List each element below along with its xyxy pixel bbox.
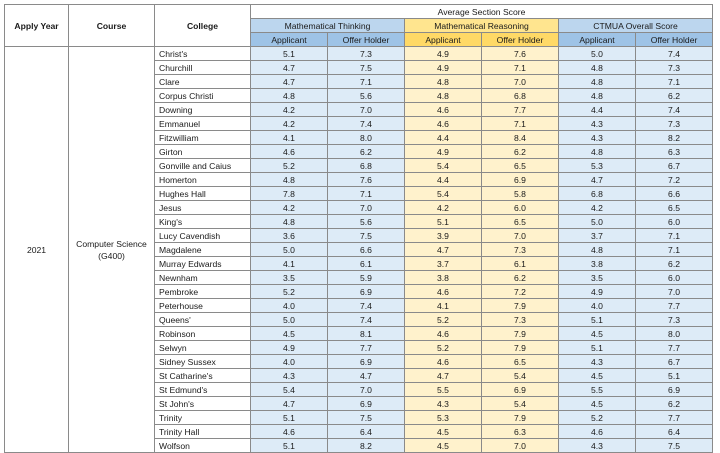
score-ctmua-offer-holder: 6.7 bbox=[636, 355, 713, 369]
score-ctmua-offer-holder: 7.2 bbox=[636, 173, 713, 187]
score-mt-offer-holder: 4.7 bbox=[328, 369, 405, 383]
score-mr-applicant: 4.9 bbox=[405, 145, 482, 159]
college-name: St Catharine's bbox=[155, 369, 251, 383]
score-ctmua-offer-holder: 6.3 bbox=[636, 145, 713, 159]
score-mt-offer-holder: 5.9 bbox=[328, 271, 405, 285]
score-mt-applicant: 4.9 bbox=[251, 341, 328, 355]
score-ctmua-offer-holder: 5.1 bbox=[636, 369, 713, 383]
score-mt-offer-holder: 6.4 bbox=[328, 425, 405, 439]
college-name: Gonville and Caius bbox=[155, 159, 251, 173]
score-mr-offer-holder: 7.0 bbox=[482, 229, 559, 243]
table-body bbox=[5, 47, 713, 453]
score-mr-applicant: 4.4 bbox=[405, 173, 482, 187]
score-mt-applicant: 4.7 bbox=[251, 397, 328, 411]
score-ctmua-applicant: 5.1 bbox=[559, 341, 636, 355]
score-ctmua-applicant: 4.8 bbox=[559, 243, 636, 257]
subheader-offer-holder: Offer Holder bbox=[636, 33, 713, 47]
score-mt-applicant: 4.0 bbox=[251, 355, 328, 369]
score-mr-offer-holder: 7.0 bbox=[482, 75, 559, 89]
score-mt-applicant: 3.5 bbox=[251, 271, 328, 285]
average-section-score-header: Average Section Score bbox=[251, 5, 713, 19]
score-ctmua-offer-holder: 8.2 bbox=[636, 131, 713, 145]
college-name: Churchill bbox=[155, 61, 251, 75]
score-mt-applicant: 4.6 bbox=[251, 145, 328, 159]
score-ctmua-offer-holder: 7.4 bbox=[636, 47, 713, 61]
score-ctmua-applicant: 4.5 bbox=[559, 369, 636, 383]
score-mt-applicant: 3.6 bbox=[251, 229, 328, 243]
score-mt-offer-holder: 7.0 bbox=[328, 103, 405, 117]
score-ctmua-offer-holder: 6.0 bbox=[636, 271, 713, 285]
score-ctmua-applicant: 4.5 bbox=[559, 397, 636, 411]
college-name: Trinity Hall bbox=[155, 425, 251, 439]
score-mr-applicant: 4.1 bbox=[405, 299, 482, 313]
score-mt-offer-holder: 6.9 bbox=[328, 285, 405, 299]
score-ctmua-offer-holder: 6.2 bbox=[636, 397, 713, 411]
score-mt-applicant: 4.1 bbox=[251, 257, 328, 271]
score-ctmua-applicant: 5.0 bbox=[559, 47, 636, 61]
score-ctmua-offer-holder: 6.2 bbox=[636, 257, 713, 271]
college-name: Emmanuel bbox=[155, 117, 251, 131]
score-mr-offer-holder: 6.2 bbox=[482, 145, 559, 159]
score-mr-applicant: 4.3 bbox=[405, 397, 482, 411]
score-mr-applicant: 4.9 bbox=[405, 61, 482, 75]
score-ctmua-offer-holder: 7.1 bbox=[636, 75, 713, 89]
score-ctmua-applicant: 5.1 bbox=[559, 313, 636, 327]
score-ctmua-applicant: 3.8 bbox=[559, 257, 636, 271]
score-mr-offer-holder: 5.4 bbox=[482, 397, 559, 411]
score-mr-offer-holder: 7.7 bbox=[482, 103, 559, 117]
score-mt-applicant: 5.1 bbox=[251, 411, 328, 425]
score-mt-offer-holder: 6.1 bbox=[328, 257, 405, 271]
score-ctmua-applicant: 4.8 bbox=[559, 89, 636, 103]
score-ctmua-applicant: 3.5 bbox=[559, 271, 636, 285]
score-ctmua-applicant: 5.3 bbox=[559, 159, 636, 173]
score-mr-offer-holder: 7.9 bbox=[482, 341, 559, 355]
score-mr-offer-holder: 6.5 bbox=[482, 215, 559, 229]
college-name: St Edmund's bbox=[155, 383, 251, 397]
score-mt-applicant: 5.4 bbox=[251, 383, 328, 397]
score-mr-applicant: 3.8 bbox=[405, 271, 482, 285]
college-name: Pembroke bbox=[155, 285, 251, 299]
score-mr-offer-holder: 7.9 bbox=[482, 411, 559, 425]
score-ctmua-offer-holder: 7.7 bbox=[636, 341, 713, 355]
college-name: Christ's bbox=[155, 47, 251, 61]
score-mr-applicant: 4.4 bbox=[405, 131, 482, 145]
score-ctmua-offer-holder: 7.5 bbox=[636, 439, 713, 453]
college-name: King's bbox=[155, 215, 251, 229]
score-mr-offer-holder: 7.2 bbox=[482, 285, 559, 299]
score-ctmua-offer-holder: 7.3 bbox=[636, 61, 713, 75]
score-mt-applicant: 5.2 bbox=[251, 159, 328, 173]
score-ctmua-offer-holder: 7.7 bbox=[636, 411, 713, 425]
score-mr-applicant: 4.6 bbox=[405, 117, 482, 131]
score-mr-applicant: 5.2 bbox=[405, 313, 482, 327]
score-mt-applicant: 4.8 bbox=[251, 89, 328, 103]
score-mt-applicant: 5.0 bbox=[251, 243, 328, 257]
score-mt-applicant: 4.5 bbox=[251, 327, 328, 341]
score-ctmua-offer-holder: 6.9 bbox=[636, 383, 713, 397]
score-mr-applicant: 4.6 bbox=[405, 327, 482, 341]
college-name: Trinity bbox=[155, 411, 251, 425]
score-ctmua-offer-holder: 6.5 bbox=[636, 201, 713, 215]
section-header-ctmua-overall: CTMUA Overall Score bbox=[559, 19, 713, 33]
score-mt-offer-holder: 8.1 bbox=[328, 327, 405, 341]
subheader-offer-holder: Offer Holder bbox=[328, 33, 405, 47]
score-ctmua-offer-holder: 7.3 bbox=[636, 313, 713, 327]
score-mt-applicant: 4.3 bbox=[251, 369, 328, 383]
score-ctmua-applicant: 4.3 bbox=[559, 117, 636, 131]
score-mt-offer-holder: 7.4 bbox=[328, 313, 405, 327]
college-name: Murray Edwards bbox=[155, 257, 251, 271]
score-mr-applicant: 4.9 bbox=[405, 47, 482, 61]
score-mr-offer-holder: 7.1 bbox=[482, 61, 559, 75]
college-name: Jesus bbox=[155, 201, 251, 215]
score-mr-applicant: 5.4 bbox=[405, 187, 482, 201]
score-ctmua-offer-holder: 7.4 bbox=[636, 103, 713, 117]
score-mr-applicant: 4.8 bbox=[405, 89, 482, 103]
score-ctmua-offer-holder: 6.7 bbox=[636, 159, 713, 173]
score-mt-offer-holder: 8.0 bbox=[328, 131, 405, 145]
score-mt-offer-holder: 7.1 bbox=[328, 75, 405, 89]
score-mr-applicant: 4.2 bbox=[405, 201, 482, 215]
college-name: Peterhouse bbox=[155, 299, 251, 313]
score-ctmua-offer-holder: 6.0 bbox=[636, 215, 713, 229]
college-name: Magdalene bbox=[155, 243, 251, 257]
subheader-applicant: Applicant bbox=[405, 33, 482, 47]
score-mr-offer-holder: 7.9 bbox=[482, 327, 559, 341]
college-name: Selwyn bbox=[155, 341, 251, 355]
score-mr-applicant: 4.6 bbox=[405, 285, 482, 299]
section-header-mathematical-thinking: Mathematical Thinking bbox=[251, 19, 405, 33]
score-mr-offer-holder: 7.0 bbox=[482, 439, 559, 453]
score-mr-applicant: 4.6 bbox=[405, 355, 482, 369]
score-ctmua-applicant: 5.2 bbox=[559, 411, 636, 425]
table-row bbox=[5, 47, 713, 61]
college-name: Robinson bbox=[155, 327, 251, 341]
score-ctmua-applicant: 5.5 bbox=[559, 383, 636, 397]
score-mt-offer-holder: 7.7 bbox=[328, 341, 405, 355]
score-mt-applicant: 4.2 bbox=[251, 103, 328, 117]
college-name: St John's bbox=[155, 397, 251, 411]
score-mr-offer-holder: 7.3 bbox=[482, 243, 559, 257]
course-cell bbox=[69, 47, 155, 453]
score-mt-applicant: 4.0 bbox=[251, 299, 328, 313]
score-mr-applicant: 4.7 bbox=[405, 369, 482, 383]
score-mr-offer-holder: 6.3 bbox=[482, 425, 559, 439]
score-mr-offer-holder: 6.2 bbox=[482, 271, 559, 285]
section-header-mathematical-reasoning: Mathematical Reasoning bbox=[405, 19, 559, 33]
score-mr-offer-holder: 8.4 bbox=[482, 131, 559, 145]
college-name: Lucy Cavendish bbox=[155, 229, 251, 243]
college-name: Wolfson bbox=[155, 439, 251, 453]
score-ctmua-applicant: 4.5 bbox=[559, 327, 636, 341]
score-mt-offer-holder: 7.5 bbox=[328, 411, 405, 425]
score-mt-offer-holder: 7.4 bbox=[328, 117, 405, 131]
score-mt-offer-holder: 8.2 bbox=[328, 439, 405, 453]
score-mt-applicant: 5.0 bbox=[251, 313, 328, 327]
score-mt-offer-holder: 7.5 bbox=[328, 229, 405, 243]
score-mt-applicant: 4.6 bbox=[251, 425, 328, 439]
score-mt-offer-holder: 7.0 bbox=[328, 383, 405, 397]
score-ctmua-offer-holder: 7.1 bbox=[636, 243, 713, 257]
score-ctmua-applicant: 4.8 bbox=[559, 145, 636, 159]
subheader-applicant: Applicant bbox=[251, 33, 328, 47]
college-name: Homerton bbox=[155, 173, 251, 187]
score-mr-offer-holder: 6.0 bbox=[482, 201, 559, 215]
apply-year-header: Apply Year bbox=[5, 5, 69, 47]
score-mt-offer-holder: 6.9 bbox=[328, 355, 405, 369]
score-mt-offer-holder: 6.9 bbox=[328, 397, 405, 411]
score-mr-applicant: 4.6 bbox=[405, 103, 482, 117]
score-mt-applicant: 5.1 bbox=[251, 47, 328, 61]
score-mt-applicant: 4.8 bbox=[251, 215, 328, 229]
score-mt-offer-holder: 7.1 bbox=[328, 187, 405, 201]
subheader-applicant: Applicant bbox=[559, 33, 636, 47]
score-mr-offer-holder: 6.5 bbox=[482, 159, 559, 173]
score-ctmua-offer-holder: 7.1 bbox=[636, 229, 713, 243]
score-mr-offer-holder: 7.3 bbox=[482, 313, 559, 327]
score-ctmua-offer-holder: 7.0 bbox=[636, 285, 713, 299]
college-header: College bbox=[155, 5, 251, 47]
score-mr-offer-holder: 6.8 bbox=[482, 89, 559, 103]
score-ctmua-applicant: 6.8 bbox=[559, 187, 636, 201]
course-name: Computer Science bbox=[76, 238, 147, 249]
score-ctmua-offer-holder: 7.3 bbox=[636, 117, 713, 131]
score-mt-applicant: 4.2 bbox=[251, 201, 328, 215]
college-name: Corpus Christi bbox=[155, 89, 251, 103]
score-table bbox=[4, 4, 713, 453]
score-mt-applicant: 7.8 bbox=[251, 187, 328, 201]
score-mr-offer-holder: 5.8 bbox=[482, 187, 559, 201]
score-mr-applicant: 5.1 bbox=[405, 215, 482, 229]
score-mr-offer-holder: 5.4 bbox=[482, 369, 559, 383]
score-mt-offer-holder: 7.5 bbox=[328, 61, 405, 75]
score-ctmua-applicant: 4.4 bbox=[559, 103, 636, 117]
score-ctmua-offer-holder: 6.4 bbox=[636, 425, 713, 439]
score-mt-offer-holder: 7.3 bbox=[328, 47, 405, 61]
score-ctmua-applicant: 4.0 bbox=[559, 299, 636, 313]
score-ctmua-applicant: 4.9 bbox=[559, 285, 636, 299]
score-mr-applicant: 4.8 bbox=[405, 75, 482, 89]
apply-year-cell: 2021 bbox=[5, 47, 69, 453]
subheader-offer-holder: Offer Holder bbox=[482, 33, 559, 47]
score-mt-offer-holder: 7.0 bbox=[328, 201, 405, 215]
score-mr-applicant: 3.7 bbox=[405, 257, 482, 271]
score-ctmua-applicant: 4.6 bbox=[559, 425, 636, 439]
score-mr-applicant: 5.3 bbox=[405, 411, 482, 425]
score-mr-applicant: 4.5 bbox=[405, 439, 482, 453]
course-code: (G400) bbox=[98, 250, 125, 261]
score-mr-offer-holder: 7.9 bbox=[482, 299, 559, 313]
score-mr-offer-holder: 6.5 bbox=[482, 355, 559, 369]
college-name: Queens' bbox=[155, 313, 251, 327]
score-mr-offer-holder: 6.9 bbox=[482, 383, 559, 397]
score-ctmua-offer-holder: 6.6 bbox=[636, 187, 713, 201]
score-ctmua-offer-holder: 6.2 bbox=[636, 89, 713, 103]
score-mt-offer-holder: 7.6 bbox=[328, 173, 405, 187]
score-mt-applicant: 5.1 bbox=[251, 439, 328, 453]
score-ctmua-applicant: 3.7 bbox=[559, 229, 636, 243]
score-mt-offer-holder: 5.6 bbox=[328, 89, 405, 103]
score-mr-offer-holder: 7.6 bbox=[482, 47, 559, 61]
score-ctmua-applicant: 4.8 bbox=[559, 61, 636, 75]
score-mt-applicant: 4.2 bbox=[251, 117, 328, 131]
score-mr-applicant: 4.5 bbox=[405, 425, 482, 439]
score-ctmua-applicant: 5.0 bbox=[559, 215, 636, 229]
score-mr-applicant: 5.4 bbox=[405, 159, 482, 173]
score-mt-applicant: 4.7 bbox=[251, 75, 328, 89]
college-name: Hughes Hall bbox=[155, 187, 251, 201]
score-mt-offer-holder: 6.8 bbox=[328, 159, 405, 173]
score-ctmua-applicant: 4.7 bbox=[559, 173, 636, 187]
college-name: Girton bbox=[155, 145, 251, 159]
score-mr-offer-holder: 6.1 bbox=[482, 257, 559, 271]
college-name: Newnham bbox=[155, 271, 251, 285]
score-mr-offer-holder: 6.9 bbox=[482, 173, 559, 187]
score-ctmua-applicant: 4.8 bbox=[559, 75, 636, 89]
score-mt-applicant: 4.1 bbox=[251, 131, 328, 145]
score-mr-applicant: 3.9 bbox=[405, 229, 482, 243]
score-mr-offer-holder: 7.1 bbox=[482, 117, 559, 131]
college-name: Clare bbox=[155, 75, 251, 89]
score-mr-applicant: 5.2 bbox=[405, 341, 482, 355]
score-mt-offer-holder: 7.4 bbox=[328, 299, 405, 313]
score-ctmua-offer-holder: 8.0 bbox=[636, 327, 713, 341]
score-ctmua-offer-holder: 7.7 bbox=[636, 299, 713, 313]
score-mt-applicant: 5.2 bbox=[251, 285, 328, 299]
college-name: Sidney Sussex bbox=[155, 355, 251, 369]
college-name: Fitzwilliam bbox=[155, 131, 251, 145]
course-header: Course bbox=[69, 5, 155, 47]
score-ctmua-applicant: 4.3 bbox=[559, 131, 636, 145]
score-ctmua-applicant: 4.3 bbox=[559, 439, 636, 453]
score-mr-applicant: 4.7 bbox=[405, 243, 482, 257]
score-mt-offer-holder: 6.2 bbox=[328, 145, 405, 159]
college-name: Downing bbox=[155, 103, 251, 117]
score-mt-offer-holder: 6.6 bbox=[328, 243, 405, 257]
score-mt-applicant: 4.8 bbox=[251, 173, 328, 187]
score-ctmua-applicant: 4.3 bbox=[559, 355, 636, 369]
score-mr-applicant: 5.5 bbox=[405, 383, 482, 397]
score-ctmua-applicant: 4.2 bbox=[559, 201, 636, 215]
score-mt-offer-holder: 5.6 bbox=[328, 215, 405, 229]
score-mt-applicant: 4.7 bbox=[251, 61, 328, 75]
